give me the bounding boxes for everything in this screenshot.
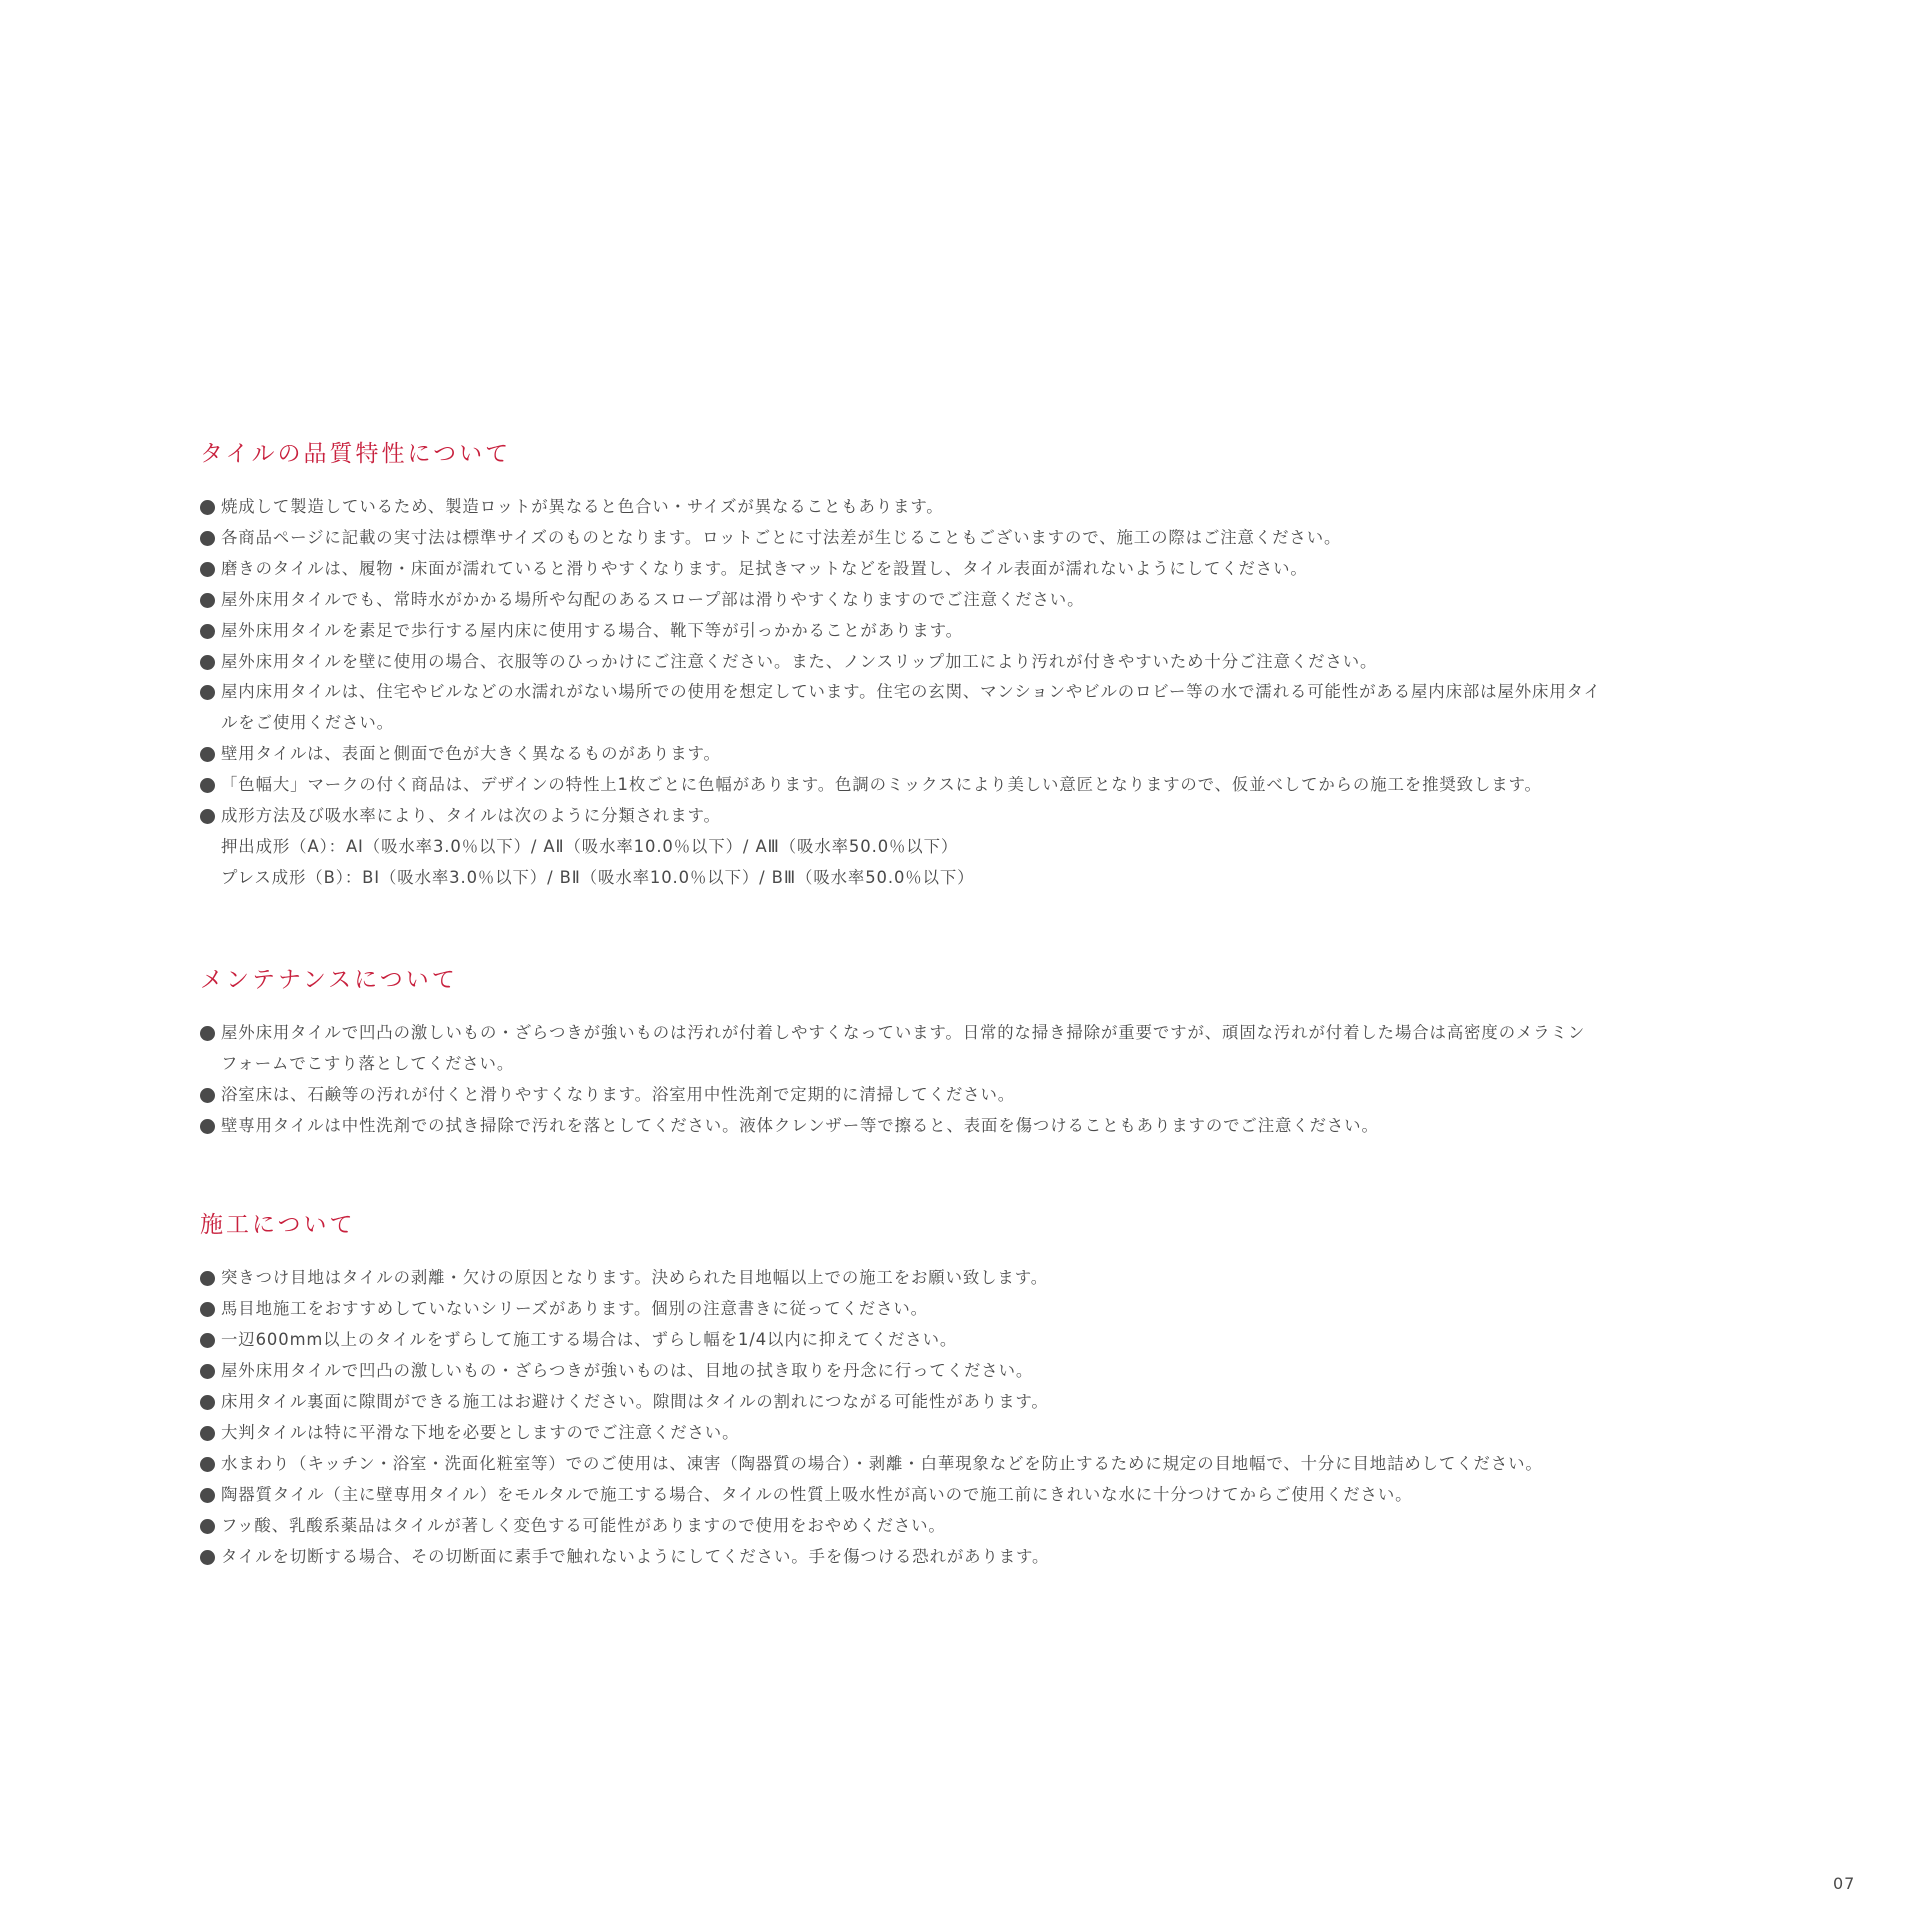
list-item xyxy=(200,1018,1800,1080)
document-body xyxy=(200,438,1800,1572)
bullet-icon xyxy=(200,1333,215,1348)
list-item-text: 各商品ページに記載の実寸法は標準サイズのものとなります。ロットごとに寸法差が生じることもございますので、施工の際はご注意ください。 xyxy=(221,527,1342,547)
bullet-icon xyxy=(200,531,215,546)
list-item xyxy=(200,585,1800,616)
list-item-text: 水まわり（キッチン・浴室・洗面化粧室等）でのご使用は、凍害（陶器質の場合）・剥離・白華現象などを防止するために規定の目地幅で、十分に目地詰めしてください。 xyxy=(221,1453,1543,1473)
bullet-icon xyxy=(200,1088,215,1103)
list-item-text: 屋外床用タイルで凹凸の激しいもの・ざらつきが強いものは、目地の拭き取りを丹念に行ってください。 xyxy=(221,1361,1034,1381)
bullet-icon xyxy=(200,685,215,700)
list-item xyxy=(200,1418,1800,1449)
list-item-text: 屋内床用タイルは、住宅やビルなどの水濡れがない場所での使用を想定しています。住宅の玄関、マンションやビルのロビー等の水で濡れる可能性がある屋内床部は屋外床用タイ ルをご使用ください。 xyxy=(221,682,1601,733)
bullet-icon xyxy=(200,655,215,670)
list-item-text: フッ酸、乳酸系薬品はタイルが著しく変色する可能性がありますので使用をおやめください。 xyxy=(221,1515,946,1535)
list-item-text: 焼成して製造しているため、製造ロットが異なると色合い・サイズが異なることもあります。 xyxy=(221,497,944,516)
bullet-icon xyxy=(200,1026,215,1041)
bullet-icon xyxy=(200,1119,215,1134)
list-item xyxy=(200,677,1800,739)
list-item xyxy=(200,1356,1800,1387)
section-title: メンテナンスについて xyxy=(200,966,458,993)
bullet-icon xyxy=(200,562,215,577)
list-item xyxy=(200,739,1800,770)
list-item-text: 浴室床は、石鹸等の汚れが付くと滑りやすくなります。浴室用中性洗剤で定期的に清掃してください。 xyxy=(221,1084,1016,1104)
bullet-icon xyxy=(200,1302,215,1317)
bullet-icon xyxy=(200,1457,215,1472)
list-item xyxy=(200,616,1800,647)
list-item xyxy=(200,1325,1800,1356)
section-title: タイルの品質特性について xyxy=(200,441,512,467)
bullet-icon xyxy=(200,1271,215,1286)
bullet-icon xyxy=(200,809,215,824)
list-item-text: タイルを切断する場合、その切断面に素手で触れないようにしてください。手を傷つける恐れがあります。 xyxy=(221,1546,1050,1566)
list-item-text: 突きつけ目地はタイルの剥離・欠けの原因となります。決められた目地幅以上での施工をお願い致します。 xyxy=(221,1268,1048,1288)
list-item xyxy=(200,1511,1800,1542)
list-item-text: 屋外床用タイルを壁に使用の場合、衣服等のひっかけにご注意ください。また、ノンスリップ加工により汚れが付きやすいため十分ご注意ください。 xyxy=(221,651,1378,671)
bullet-icon xyxy=(200,778,215,793)
section-construction xyxy=(200,1209,1800,1572)
list-item xyxy=(200,770,1800,801)
list-item xyxy=(200,523,1800,554)
list-item-text: 磨きのタイルは、履物・床面が濡れていると滑りやすくなります。足拭きマットなどを設置し、タイル表面が濡れないようにしてください。 xyxy=(221,558,1308,578)
list-item xyxy=(200,1449,1800,1480)
list-item-text: 一辺600mm以上のタイルをずらして施工する場合は、ずらし幅を1/4以内に抑えてください。 xyxy=(221,1330,958,1350)
bullet-icon xyxy=(200,1395,215,1410)
bullet-icon xyxy=(200,1364,215,1379)
list-item xyxy=(200,1080,1800,1111)
list-item-text: 「色幅大」マークの付く商品は、デザインの特性上1枚ごとに色幅があります。色調のミックスにより美しい意匠となりますので、仮並べしてからの施工を推奨致します。 xyxy=(221,775,1542,795)
list-item xyxy=(200,1387,1800,1418)
list-item-text: 壁専用タイルは中性洗剤での拭き掃除で汚れを落としてください。液体クレンザー等で擦ると、表面を傷つけることもありますのでご注意ください。 xyxy=(221,1115,1379,1135)
bullet-icon xyxy=(200,1488,215,1503)
list-item xyxy=(200,1480,1800,1511)
list-item xyxy=(200,1111,1800,1142)
list-item-text: 成形方法及び吸水率により、タイルは次のように分類されます。 xyxy=(221,806,721,826)
list-item-text: 屋外床用タイルでも、常時水がかかる場所や勾配のあるスロープ部は滑りやすくなりますのでご注意ください。 xyxy=(221,589,1085,609)
list-item-text: 陶器質タイル（主に壁専用タイル）をモルタルで施工する場合、タイルの性質上吸水性が高いので施工前にきれいな水に十分つけてからご使用ください。 xyxy=(221,1484,1413,1504)
bullet-icon xyxy=(200,1550,215,1565)
list-item-text: 屋外床用タイルを素足で歩行する屋内床に使用する場合、靴下等が引っかかることがあります。 xyxy=(221,620,963,640)
list-item xyxy=(200,554,1800,585)
bullet-icon xyxy=(200,747,215,762)
list-item xyxy=(200,1542,1800,1573)
section-quality-characteristics xyxy=(200,438,1800,894)
list-item xyxy=(200,1263,1800,1294)
bullet-list xyxy=(200,492,1800,832)
bullet-icon xyxy=(200,1426,215,1441)
list-item-text: 壁用タイルは、表面と側面で色が大きく異なるものがあります。 xyxy=(221,744,721,764)
page-number: 07 xyxy=(1833,1874,1856,1893)
bullet-list xyxy=(200,1018,1800,1142)
list-item-text: 屋外床用タイルで凹凸の激しいもの・ざらつきが強いものは汚れが付着しやすくなっています。日常的な掃き掃除が重要ですが、頑固な汚れが付着した場合は高密度のメラミン フォームでこすり落としてください。 xyxy=(221,1022,1586,1073)
classification-extrusion-line: 押出成形（A）：AⅠ（吸水率3.0％以下）/ AⅡ（吸水率10.0％以下）/ AⅢ（吸水率50.0％以下） xyxy=(221,836,959,856)
list-item xyxy=(200,647,1800,678)
bullet-icon xyxy=(200,624,215,639)
list-item xyxy=(200,492,1800,523)
bullet-icon xyxy=(200,593,215,608)
list-item-text: 大判タイルは特に平滑な下地を必要としますのでご注意ください。 xyxy=(221,1422,740,1442)
classification-press-line: プレス成形（B）：BⅠ（吸水率3.0％以下）/ BⅡ（吸水率10.0％以下）/ BⅢ（吸水率50.0％以下） xyxy=(221,867,975,887)
bullet-icon xyxy=(200,1519,215,1534)
bullet-list xyxy=(200,1263,1800,1572)
section-maintenance xyxy=(200,964,1800,1142)
list-item-text: 馬目地施工をおすすめしていないシリーズがあります。個別の注意書きに従ってください。 xyxy=(221,1299,928,1319)
list-item xyxy=(200,1294,1800,1325)
list-item-text: 床用タイル裏面に隙間ができる施工はお避けください。隙間はタイルの割れにつながる可能性があります。 xyxy=(221,1392,1049,1412)
bullet-icon xyxy=(200,500,215,515)
list-item xyxy=(200,801,1800,832)
section-title: 施工について xyxy=(200,1212,356,1239)
